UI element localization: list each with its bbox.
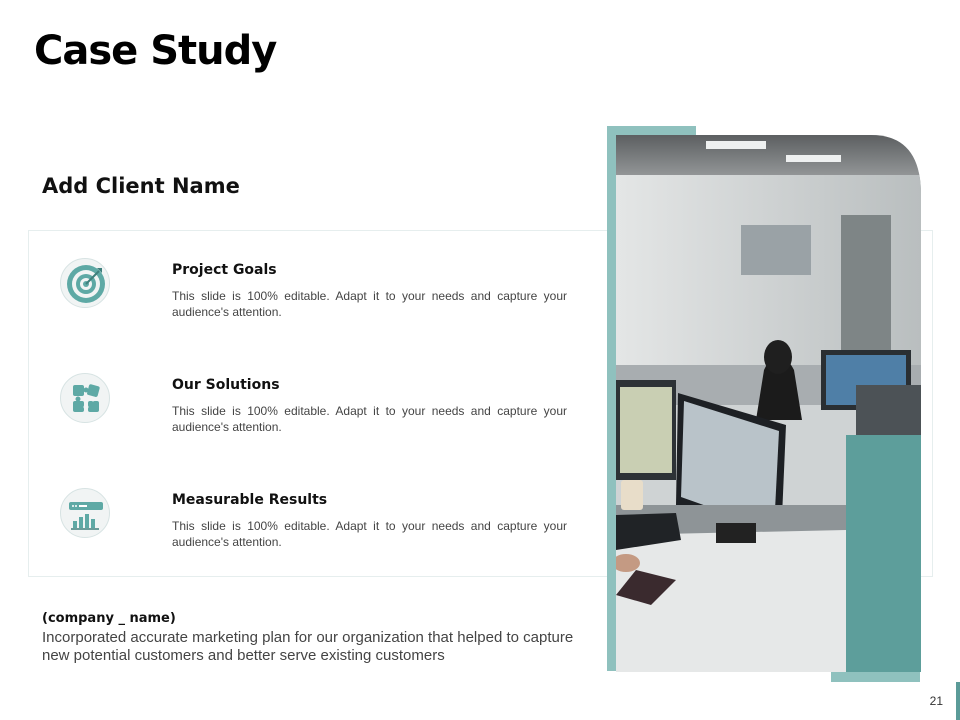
- page-number: 21: [929, 694, 943, 708]
- slide-title: Case Study: [34, 28, 277, 74]
- bar-chart-icon: [60, 488, 110, 538]
- item-heading: Our Solutions: [172, 377, 280, 393]
- client-name-heading: Add Client Name: [42, 174, 240, 198]
- target-icon: [60, 258, 110, 308]
- puzzle-icon: [60, 373, 110, 423]
- item-heading: Project Goals: [172, 262, 277, 278]
- office-photo: [607, 126, 920, 682]
- item-description: This slide is 100% editable. Adapt it to your needs and capture your audience's attention.: [172, 404, 567, 434]
- item-description: This slide is 100% editable. Adapt it to your needs and capture your audience's attention.: [172, 519, 567, 549]
- item-description: This slide is 100% editable. Adapt it to your needs and capture your audience's attention.: [172, 289, 567, 319]
- company-summary: Incorporated accurate marketing plan for our organization that helped to capture new potential customers and better serve existing customers: [42, 629, 574, 664]
- company-name: (company _ name): [42, 611, 176, 626]
- accent-edge: [956, 682, 960, 720]
- item-heading: Measurable Results: [172, 492, 328, 508]
